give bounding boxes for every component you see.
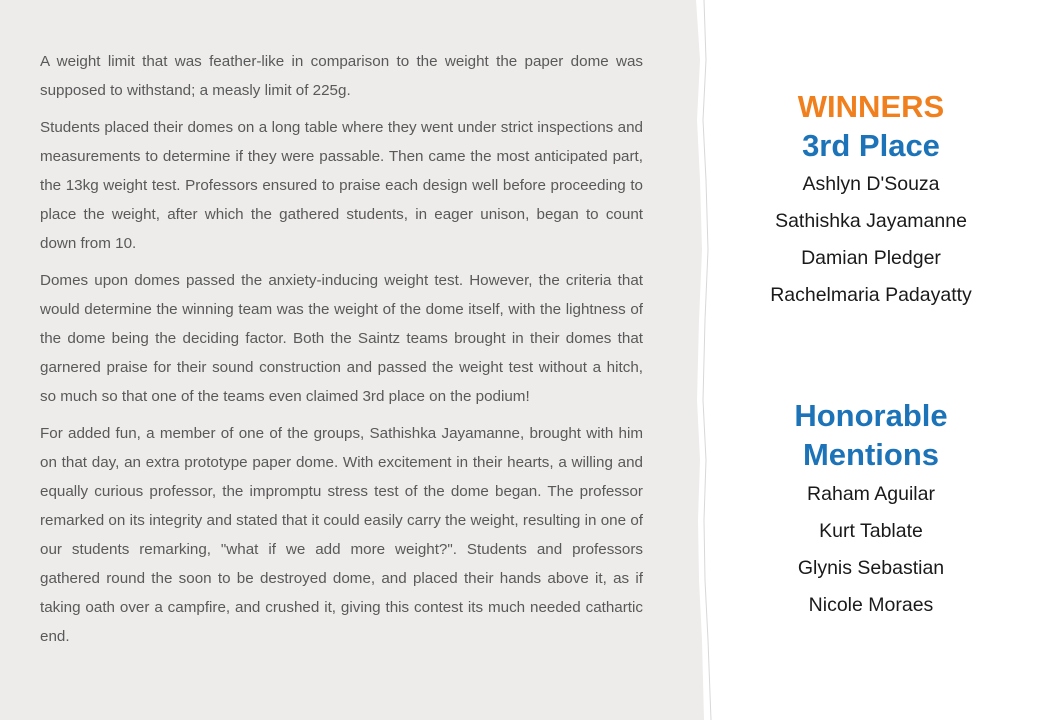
winners-heading: WINNERS — [797, 89, 945, 124]
honorable-heading-line-1: Honorable — [794, 398, 948, 433]
article-paragraph-2: Students placed their domes on a long table where they went under strict inspections and measurements to determine if they were passable. Then came the most anticipated part, the 13kg weight test. Professors ensured to praise each design well before proceeding to place the weight, after which the gathered students, in eager unison, began to count down from 10. — [40, 119, 643, 252]
honorable-name: Glynis Sebastian — [797, 557, 945, 579]
winner-name: Damian Pledger — [801, 247, 941, 269]
article-paragraph-3: Domes upon domes passed the anxiety-inducing weight test. However, the criteria that would determine the winning team was the weight of the dome itself, with the lightness of the dome being the deciding factor. Both the Saintz teams brought in their domes that garnered praise for their sound construction and passed the weight test without a hitch, so much so that one of the teams even claimed 3rd place on the podium! — [40, 272, 643, 405]
honorable-mentions-heading — [740, 396, 1002, 474]
winner-name: Ashlyn D'Souza — [802, 173, 940, 195]
third-place-heading: 3rd Place — [802, 128, 940, 163]
honorable-name: Kurt Tablate — [819, 520, 923, 542]
winner-name: Sathishka Jayamanne — [775, 210, 967, 232]
winners-panel — [740, 88, 1002, 624]
article-paragraph-4: For added fun, a member of one of the groups, Sathishka Jayamanne, brought with him on that day, an extra prototype paper dome. With excitement in their hearts, a willing and equally curious professor, the impromptu stress test of the dome began. The professor remarked on its integrity and stated that it could easily carry the weight, resulting in one of our students remarking, "what if we add more weight?". Students and professors gathered round the soon to be destroyed dome, and placed their hands above it, as if taking oath over a campfire, and crushed it, giving this contest its much needed cathartic end. — [40, 425, 643, 645]
article-text — [40, 47, 643, 659]
honorable-name: Raham Aguilar — [807, 483, 935, 505]
honorable-heading-line-2: Mentions — [802, 437, 940, 472]
article-paragraph-1: A weight limit that was feather-like in comparison to the weight the paper dome was supposed to withstand; a measly limit of 225g. — [40, 53, 643, 99]
winner-name: Rachelmaria Padayatty — [770, 284, 972, 306]
honorable-name: Nicole Moraes — [808, 594, 934, 616]
